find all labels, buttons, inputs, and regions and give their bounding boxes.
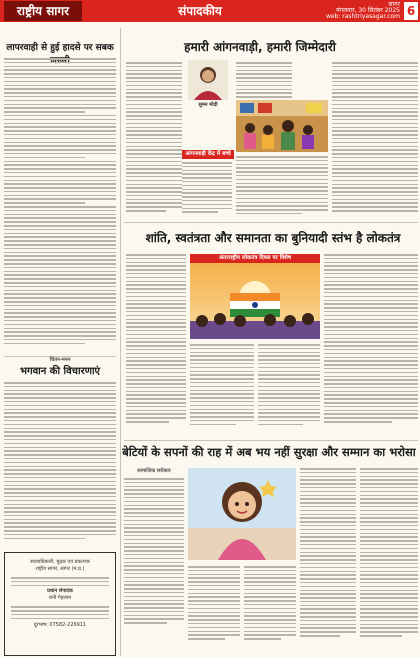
left-lead-body — [4, 58, 116, 347]
democracy-illustration — [190, 263, 320, 339]
bottom-body-col3 — [244, 566, 296, 642]
feature-body-col4 — [324, 254, 418, 425]
editor-label: प्रधान संपादक — [47, 588, 73, 595]
left-second-body — [4, 382, 116, 541]
main-body-col1b — [182, 162, 232, 215]
section-divider — [124, 222, 418, 223]
bottom-subhead: सामाजिक सरोकार — [137, 468, 171, 474]
feature-body-col2 — [190, 344, 254, 428]
left-second-headline: भगवान की विचारणाएं — [19, 366, 101, 377]
bottom-body-col4 — [300, 468, 356, 639]
bottom-body-col5 — [360, 468, 418, 639]
date-label: मंगलवार, 30 सितंबर 2025 — [336, 7, 400, 14]
section-title: संपादकीय — [178, 4, 222, 18]
author-photo — [188, 60, 228, 100]
masthead — [0, 0, 420, 22]
author-portrait-icon — [188, 60, 228, 100]
bottom-photo — [188, 468, 296, 560]
section-divider — [124, 440, 418, 441]
imprint-line1: स्वत्वाधिकारी, मुद्रक एवं प्रकाशक — [30, 559, 90, 565]
left-lead-headline: लापरवाही से हुई हादसे पर सबक — [6, 43, 114, 53]
feature-photo — [190, 263, 320, 339]
imprint-body — [11, 606, 109, 619]
paper-name: राष्ट्रीय सागर — [4, 1, 82, 21]
photo-caption: आंगनवाड़ी केंद्र में बच्चे — [182, 150, 234, 159]
editor-name: रानी गेहलाम — [48, 595, 72, 602]
column-divider — [120, 28, 121, 656]
website-label: web: rashtriyasagar.com — [325, 13, 400, 20]
main-body-col1 — [126, 62, 182, 214]
imprint-phone: दूरभाष: 07582-226911 — [33, 621, 87, 628]
imprint-box — [4, 552, 116, 656]
left-second-tag: चिंतन-मनन — [49, 357, 71, 363]
feature-body-col1 — [126, 254, 186, 425]
city-label: सागर — [388, 1, 400, 8]
page-number: 6 — [404, 2, 418, 20]
main-body-col2 — [236, 62, 292, 100]
feature-body-col3 — [258, 344, 320, 428]
author-name: सुमन मोदी — [198, 102, 218, 108]
imprint-body — [11, 577, 109, 586]
feature-banner: अंतरराष्ट्रीय लोकतंत्र दिवस पर विशेष — [190, 254, 320, 263]
anganwadi-photo — [236, 100, 328, 152]
imprint-line2: राष्ट्रीय सागर, सागर (म.प्र.) — [35, 566, 85, 572]
main-body-col4 — [332, 62, 418, 214]
girl-illustration — [188, 468, 296, 560]
date-block — [300, 2, 400, 20]
bottom-body-col1 — [124, 478, 184, 626]
feature-headline: शांति, स्वतंत्रता और समानता का बुनियादी स्तंभ है लोकतंत्र — [145, 231, 401, 245]
main-body-col3 — [236, 156, 328, 217]
main-headline: हमारी आंगनवाड़ी, हमारी जिम्मेदारी — [184, 40, 336, 54]
main-photo — [236, 100, 328, 152]
bottom-headline: बेटियों के सपनों की राह में अब भय नहीं सुरक्षा और सम्मान का भरोसा — [122, 445, 416, 459]
bottom-body-col2 — [188, 566, 240, 642]
